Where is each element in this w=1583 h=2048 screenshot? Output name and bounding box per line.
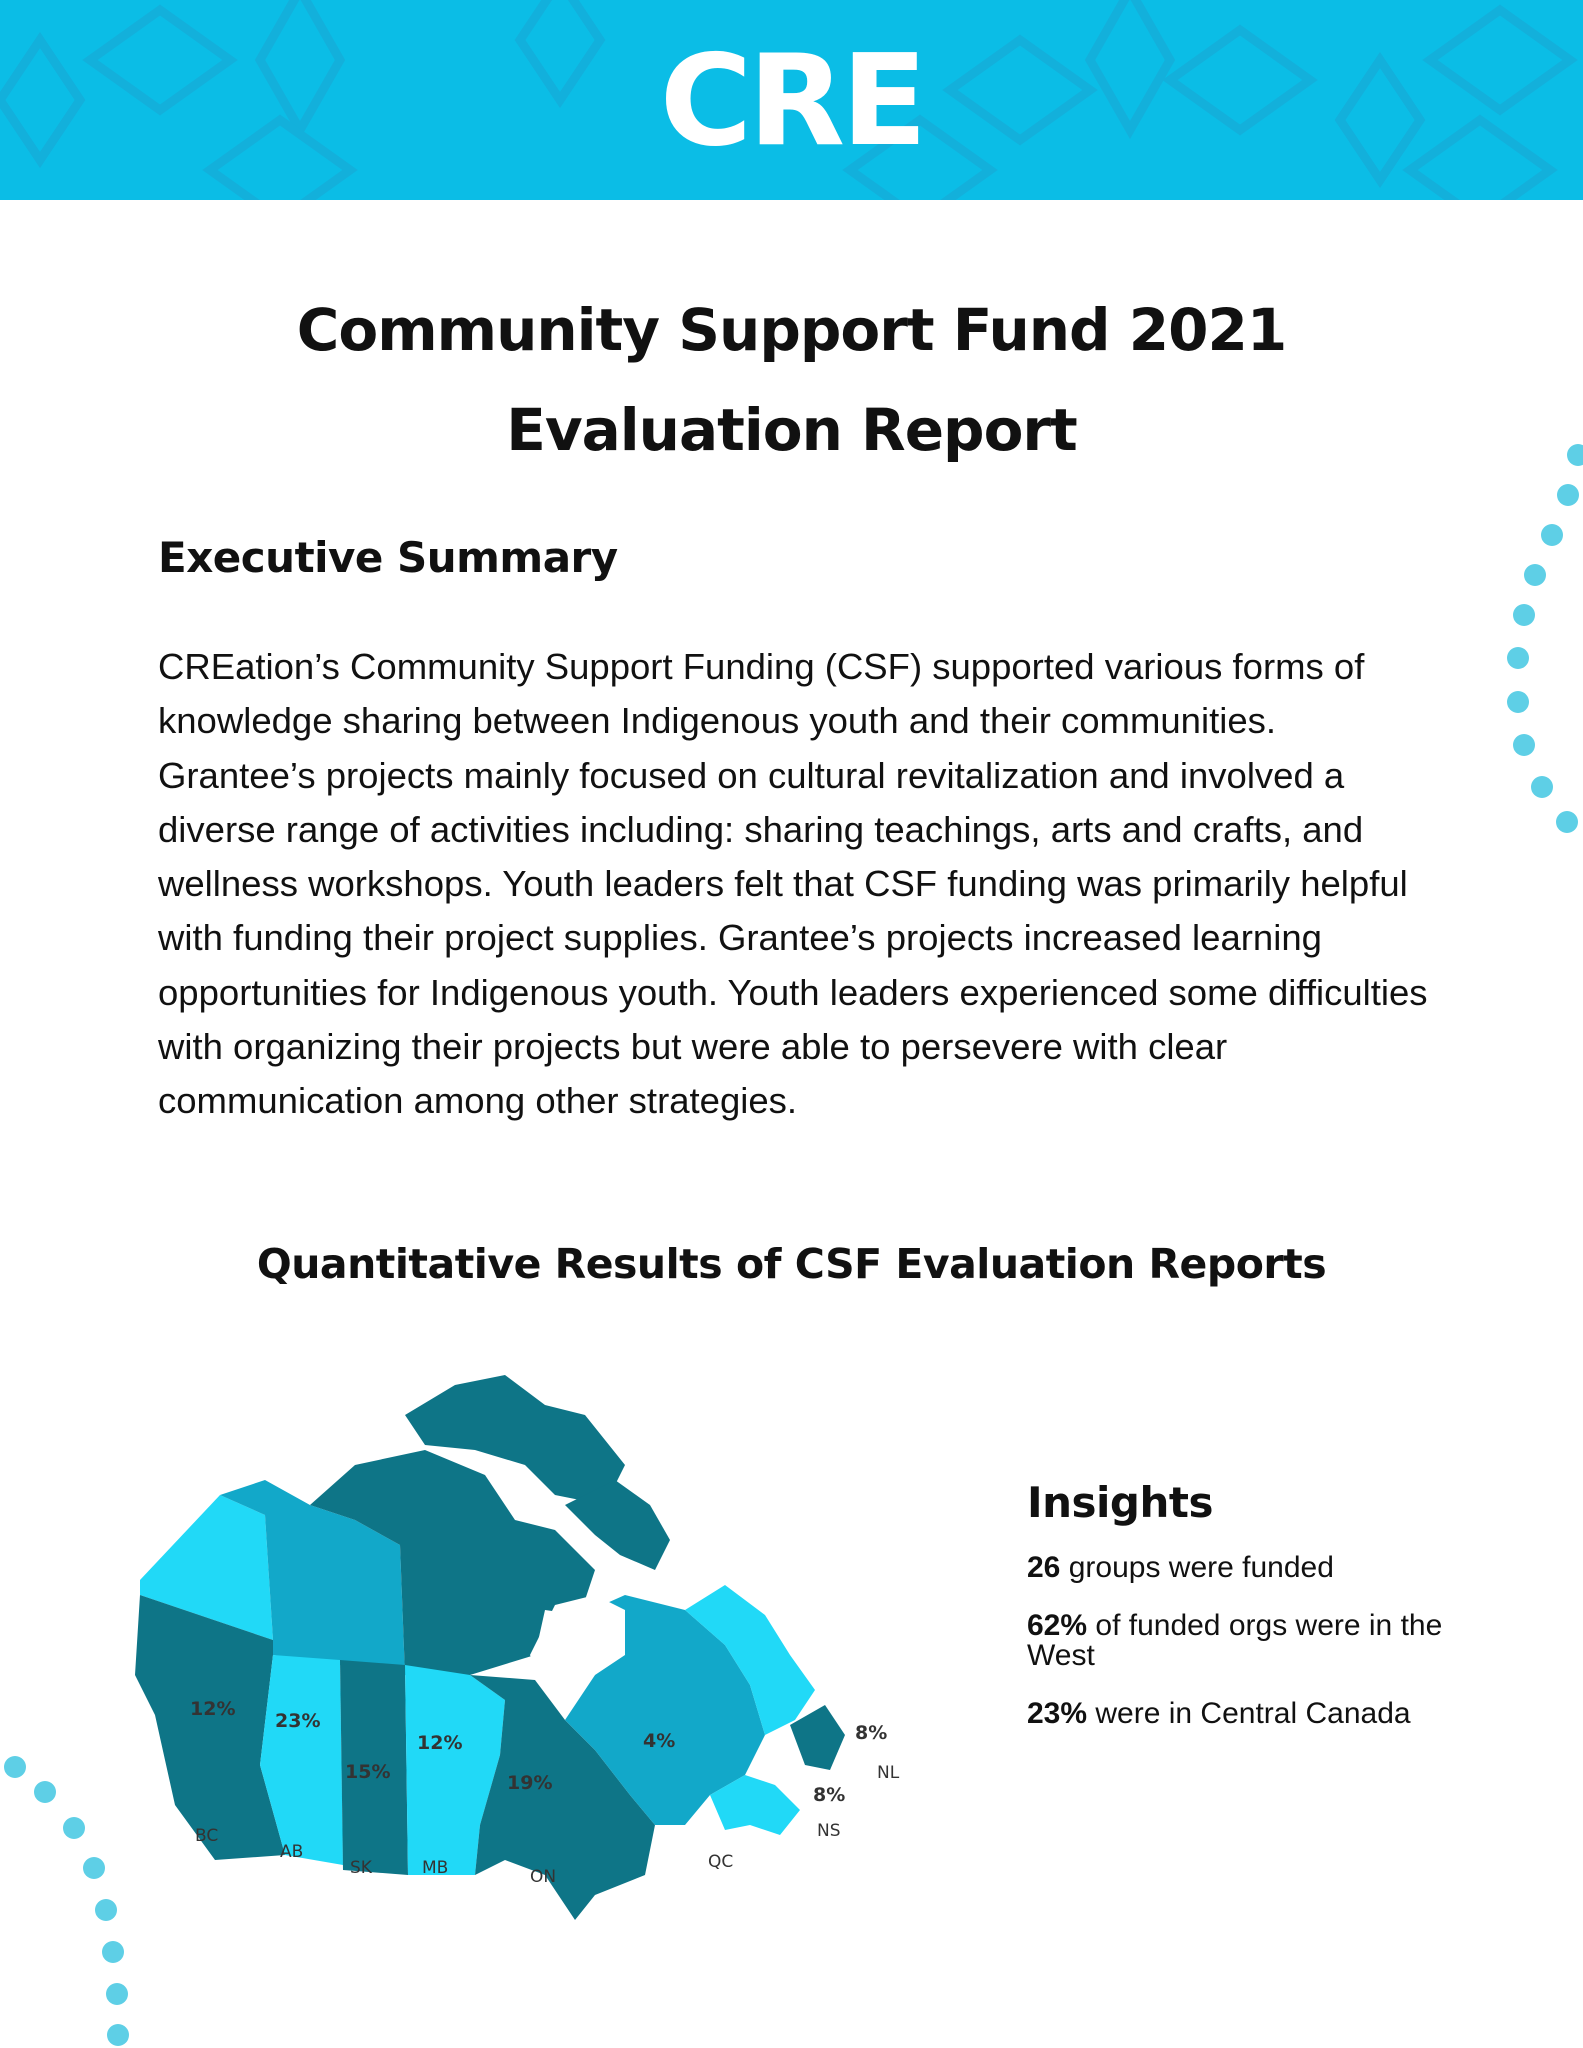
canada-map — [125, 1355, 925, 1935]
insights-panel — [1027, 1478, 1497, 1757]
quantitative-results-heading: Quantitative Results of CSF Evaluation Reports — [256, 1240, 1327, 1288]
region-abbr-nl: NL — [877, 1763, 900, 1783]
insight-item: 62% of funded orgs were in the West — [1027, 1609, 1443, 1672]
percent-label-nl: 8% — [855, 1722, 888, 1744]
page-title — [0, 280, 1583, 480]
region-abbr-on: ON — [530, 1867, 557, 1887]
percent-label-ns: 8% — [813, 1784, 846, 1806]
percent-label-on: 19% — [507, 1772, 553, 1794]
title-line-2: Evaluation Report — [506, 396, 1077, 464]
decorative-dots-left — [0, 1740, 140, 2048]
percent-label-bc: 12% — [190, 1698, 236, 1720]
region-abbr-bc: BC — [195, 1826, 219, 1846]
header-banner — [0, 0, 1583, 200]
decorative-dots-right — [1490, 430, 1583, 850]
executive-summary-heading: Executive Summary — [158, 533, 618, 582]
region-abbr-mb: MB — [422, 1858, 449, 1878]
map-regions — [135, 1375, 845, 1920]
percent-label-sk: 15% — [345, 1761, 391, 1783]
insights-heading: Insights — [1027, 1478, 1213, 1527]
percent-label-ab: 23% — [275, 1710, 321, 1732]
region-abbr-ab: AB — [280, 1842, 304, 1862]
executive-summary-text: CREation’s Community Support Funding (CSF) supported various forms of knowledge sharing between Indigenous youth and their communities. Grantee’s projects mainly focused on cultural revitalization and involved a diverse range of activities including: sharing teachings, arts and crafts, and wellness workshops. Youth leaders felt that CSF funding was primarily helpful with funding their project supplies. Grantee’s projects increased learning opportunities for Indigenous youth. Youth leaders experienced some difficulties with organizing their projects but were able to persevere with clear communication among other strategies. — [158, 646, 1428, 1122]
percent-label-mb: 12% — [417, 1732, 463, 1754]
region-abbr-sk: SK — [350, 1858, 372, 1878]
cre-logo[interactable]: CRE — [659, 27, 924, 174]
region-abbr-ns: NS — [817, 1821, 841, 1841]
insight-item: 23% were in Central Canada — [1027, 1697, 1411, 1730]
percent-label-qc: 4% — [643, 1730, 676, 1752]
insight-item: 26 groups were funded — [1027, 1551, 1334, 1584]
title-line-1: Community Support Fund 2021 — [296, 296, 1287, 364]
region-abbr-qc: QC — [708, 1852, 734, 1872]
